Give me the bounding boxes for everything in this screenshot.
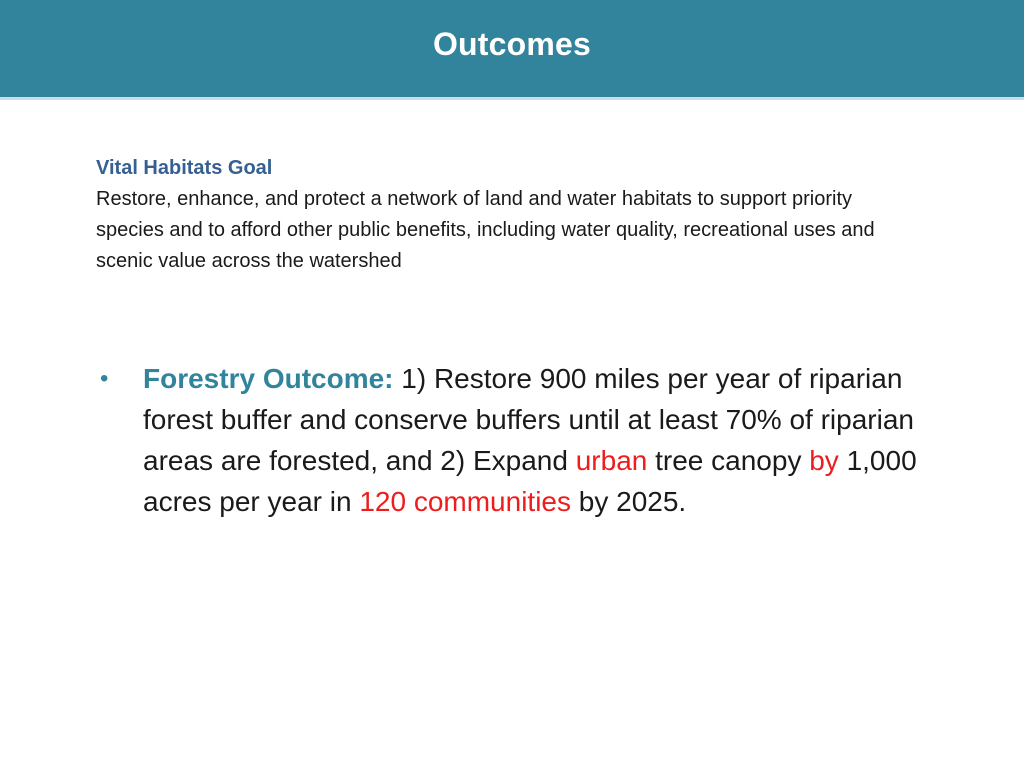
slide-title: Outcomes	[432, 26, 592, 62]
outcome-text-part-3: 1,000 acres per year in	[143, 445, 917, 517]
bullet-text	[143, 358, 930, 522]
goal-heading: Vital Habitats Goal	[96, 157, 273, 179]
outcome-label: Forestry Outcome:	[143, 363, 394, 394]
outcome-text-part-2: tree canopy	[647, 445, 810, 476]
outcome-text-part-4: by 2025.	[570, 486, 687, 517]
highlight-communities: 120 communities	[359, 486, 571, 517]
goal-block	[96, 153, 876, 277]
title-bar	[0, 0, 1024, 100]
highlight-urban: urban	[575, 445, 648, 476]
goal-text: Restore, enhance, and protect a network of land and water habitats to support priority species and to afford other public benefits, including water quality, recreational uses and scenic value across the watershed	[96, 188, 875, 272]
outcome-text-part-1: 1) Restore 900 miles per year of riparian forest buffer and conserve buffers until at least 70% of riparian areas are forested, and 2) Expand	[143, 363, 914, 476]
bullet-icon: •	[100, 365, 109, 392]
outcome-bullet	[100, 358, 930, 522]
highlight-by: by	[809, 445, 839, 476]
